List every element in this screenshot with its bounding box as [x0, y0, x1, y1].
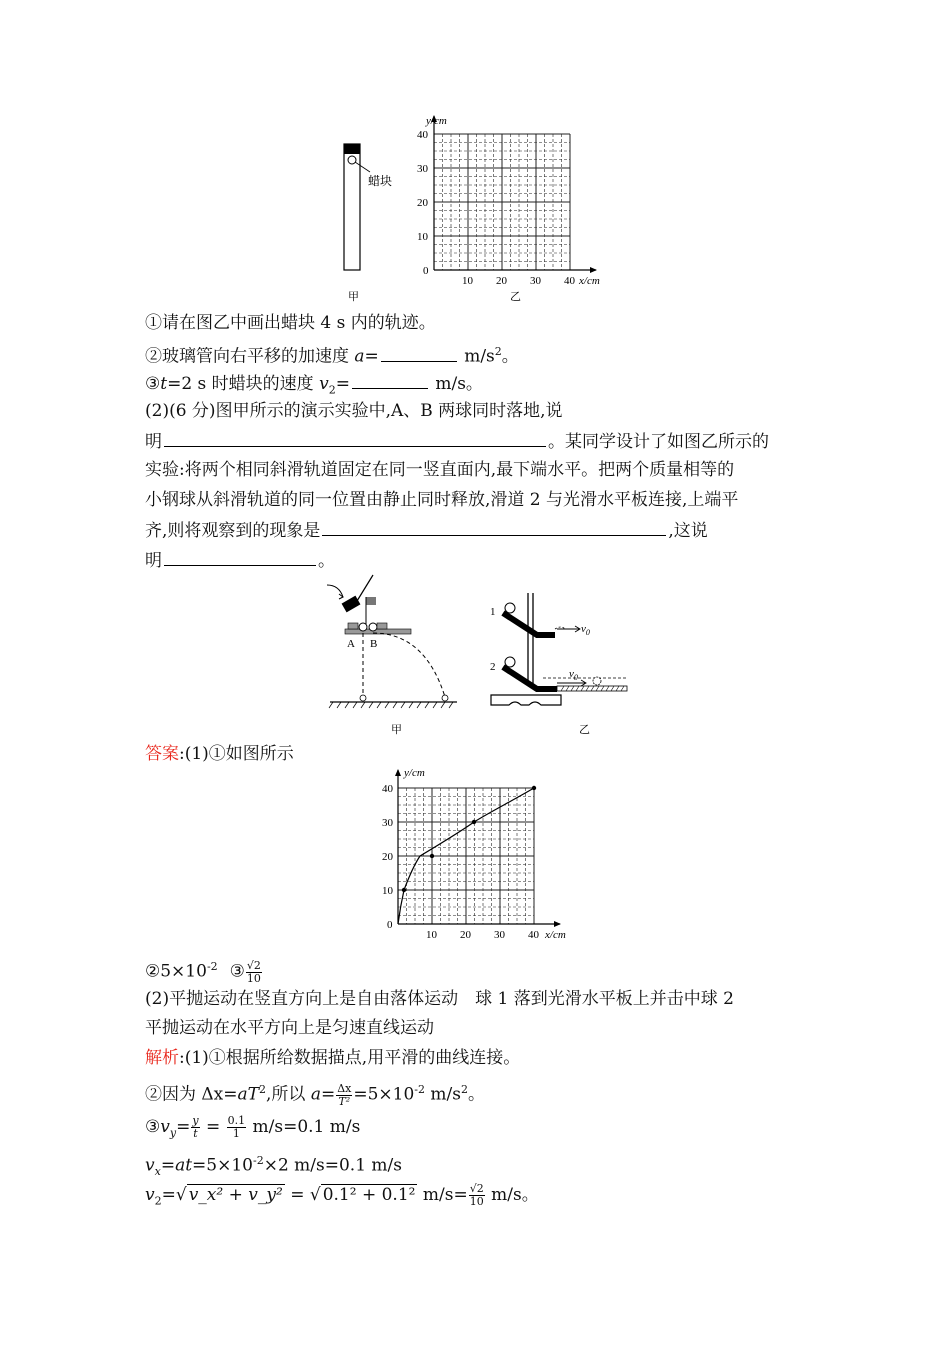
- answer-blank[interactable]: [164, 547, 316, 566]
- y-tick: 20: [417, 197, 428, 209]
- label-jia: 甲: [391, 724, 402, 736]
- top-figure: [330, 112, 630, 304]
- y-tick: 10: [382, 885, 393, 897]
- tube-label: 蜡块: [368, 174, 393, 188]
- y-tick: 30: [417, 163, 428, 175]
- y-tick: 0: [423, 265, 429, 277]
- label-a: A: [347, 638, 355, 650]
- x-tick: 20: [496, 275, 507, 287]
- x-tick: 10: [462, 275, 473, 287]
- answer-part2-line2: 平抛运动在水平方向上是匀速直线运动: [145, 1018, 434, 1038]
- analysis-line-1: 解析:(1)①根据所给数据描点,用平滑的曲线连接。: [145, 1048, 521, 1068]
- glass-tube: [344, 144, 370, 270]
- data-point: [402, 888, 406, 892]
- y-tick: 10: [417, 231, 428, 243]
- part2-line1: (2)(6 分)图甲所示的演示实验中,A、B 两球同时落地,说: [145, 401, 563, 421]
- data-point: [430, 854, 434, 858]
- y-tick: 30: [382, 817, 393, 829]
- answer-part2-line1: (2)平抛运动在竖直方向上是自由落体运动 球 1 落到光滑水平板上并击中球 2: [145, 989, 734, 1009]
- question-2: ②玻璃管向右平移的加速度 $a= m/s^2$。: [145, 340, 519, 369]
- label-jia: 甲: [348, 291, 359, 303]
- part2-line2: 明 。某同学设计了如图乙所示的: [145, 428, 769, 454]
- analysis-line-4: $v_x=at=5\times 10^{-2}\times 2$ m/s=0.1 m/s: [145, 1154, 402, 1179]
- x-tick: 40: [564, 275, 575, 287]
- ramp-apparatus: [491, 593, 627, 705]
- part2-line5: 齐,则将观察到的现象是 ,这说: [145, 517, 708, 543]
- coordinate-grid: [431, 115, 597, 273]
- part2-line3: 实验:将两个相同斜滑轨道固定在同一竖直面内,最下端水平。把两个质量相等的: [145, 460, 735, 480]
- v0-label: $v_0$: [569, 668, 578, 682]
- y-tick: 20: [382, 851, 393, 863]
- answer-blank[interactable]: [381, 343, 457, 362]
- question-3: ③t=2 s 时蜡块的速度 $v_2= m/s$。: [145, 370, 483, 402]
- answer-blank[interactable]: [164, 428, 546, 447]
- y-tick: 40: [417, 129, 428, 141]
- x-tick: 30: [530, 275, 541, 287]
- answer-line-1: 答案:(1)①如图所示: [145, 744, 294, 764]
- y-tick: 40: [382, 783, 393, 795]
- analysis-line-2: ②因为 $\Delta x=aT^2$,所以 a= $\frac{\Delta x}{\text{T²}}$ $=5\times 10^{-2}$ $m/s^2$。: [145, 1081, 485, 1108]
- part2-line4: 小钢球从斜滑轨道的同一位置由静止同时释放,滑道 2 与光滑水平板连接,上端平: [145, 490, 739, 510]
- label-b: B: [370, 638, 378, 650]
- x-axis-label: x/cm: [579, 275, 600, 287]
- analysis-label: 解析: [145, 1048, 179, 1068]
- label-1: 1: [490, 606, 496, 618]
- analysis-line-5: $v_2=√$ v_x² + v_y² = √ 0.1² + 0.1² m/s= $\frac{√2}{10}$ m/s。: [145, 1182, 539, 1208]
- data-point: [532, 786, 536, 790]
- v0-label: $v_0$: [581, 623, 590, 637]
- y-axis-label: y/cm: [426, 115, 447, 127]
- question-1: ①请在图乙中画出蜡块 4 s 内的轨迹。: [145, 313, 436, 333]
- label-2: 2: [490, 661, 496, 673]
- answer-blank[interactable]: [352, 370, 428, 389]
- data-point: [472, 820, 476, 824]
- y-axis-label: y/cm: [404, 767, 425, 779]
- answer-graph: [378, 764, 578, 942]
- apparatus-figure: [325, 573, 635, 738]
- x-tick: 40: [528, 929, 539, 941]
- x-tick: 30: [494, 929, 505, 941]
- coordinate-grid: [395, 769, 561, 927]
- part2-line6: 明 。: [145, 547, 335, 573]
- answer-label: 答案: [145, 744, 179, 764]
- label-yi: 乙: [579, 724, 590, 736]
- label-yi: 乙: [510, 291, 521, 303]
- analysis-line-3: $③v_y=$ $\frac{y}{t}$ = $\frac{0.1}{1}$ m/s=0.1 m/s: [145, 1114, 361, 1140]
- answer-blank[interactable]: [322, 517, 666, 536]
- answer-line-2: $②5\times 10^{-2}$ ③ $\frac{√2}{10}$: [145, 958, 261, 985]
- y-tick: 0: [387, 919, 393, 931]
- x-tick: 10: [426, 929, 437, 941]
- x-axis-label: x/cm: [545, 929, 566, 941]
- x-tick: 20: [460, 929, 471, 941]
